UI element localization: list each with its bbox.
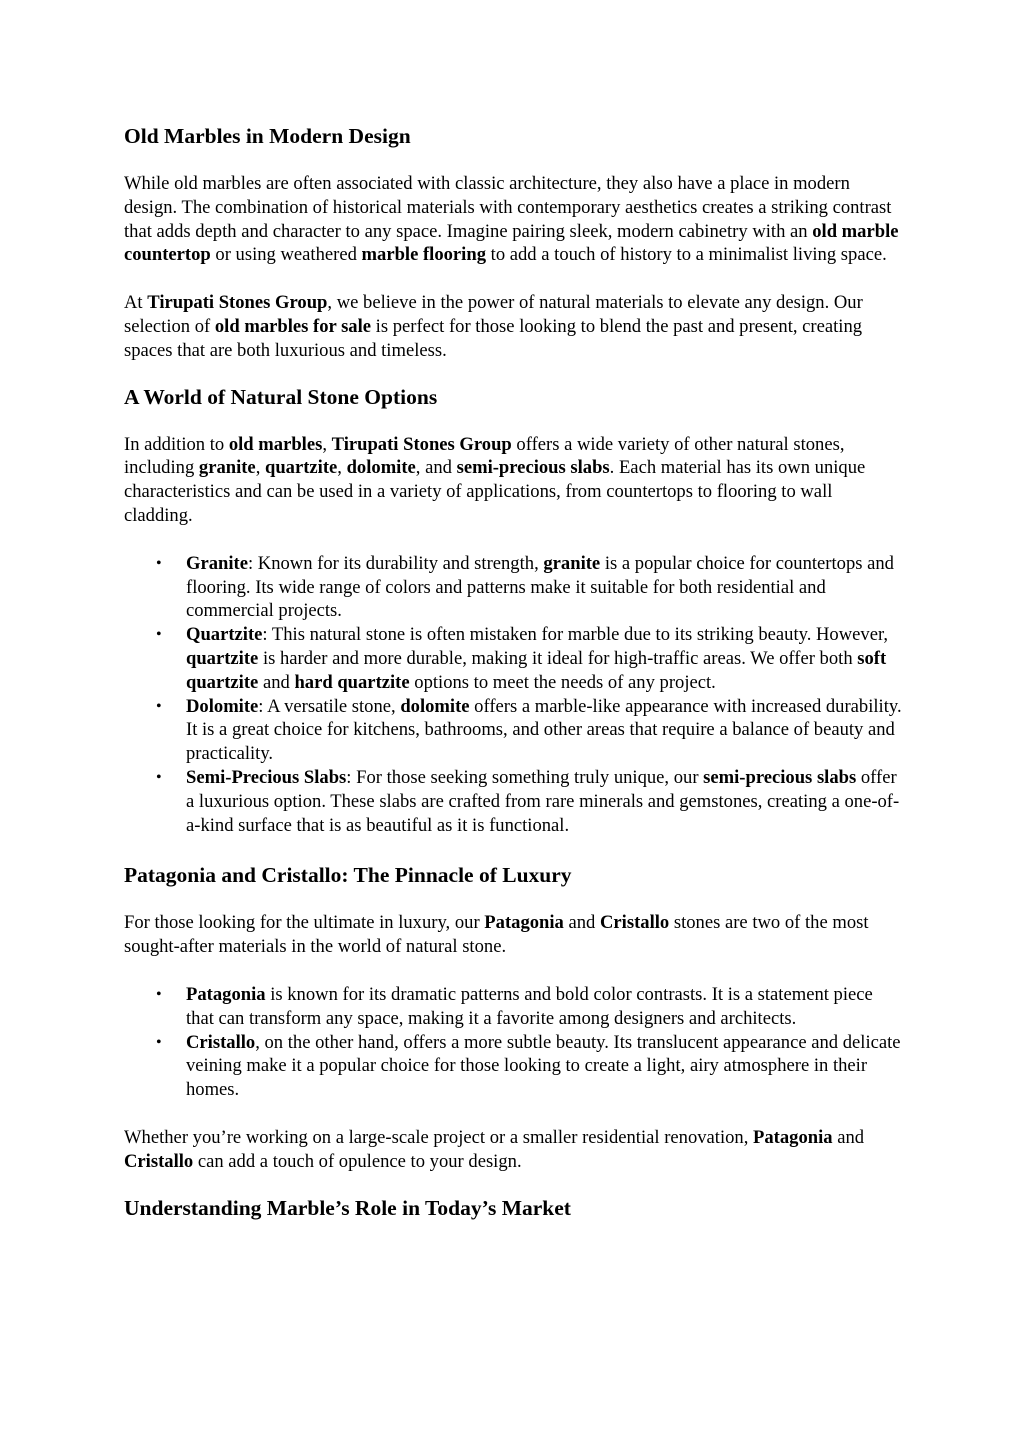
paragraph bbox=[124, 911, 904, 959]
bullet-icon: • bbox=[156, 768, 162, 786]
bold-text-segment: quartzite bbox=[265, 457, 338, 479]
list-item bbox=[124, 695, 904, 766]
text-segment: While old marbles are often associated with classic architecture, they also have a place in modern design. The combination of historical materials with contemporary aesthetics creates a striking contrast that adds depth and character to any space. Imagine pairing sleek, modern cabinetry with an bbox=[124, 173, 892, 242]
bullet-icon: • bbox=[156, 985, 162, 1003]
paragraph bbox=[124, 172, 904, 267]
section-heading: Understanding Marble’s Role in Today’s Market bbox=[124, 1195, 571, 1220]
paragraph bbox=[124, 1126, 904, 1174]
text-segment: , we believe in the power of natural materials to elevate any design. Our selection of bbox=[124, 292, 863, 337]
text-segment: : This natural stone is often mistaken for marble due to its striking beauty. However, bbox=[262, 624, 889, 646]
bold-text-segment: marble flooring bbox=[361, 244, 486, 266]
bold-text-segment: semi-precious slabs bbox=[703, 766, 857, 788]
bold-text-segment: hard quartzite bbox=[294, 671, 410, 693]
bold-text-segment: dolomite bbox=[346, 457, 416, 479]
bold-text-segment: Dolomite bbox=[186, 695, 259, 717]
stone-options-list bbox=[124, 552, 904, 838]
bold-text-segment: quartzite bbox=[186, 647, 259, 669]
bold-text-segment: old marbles for sale bbox=[214, 315, 372, 337]
text-segment: : Known for its durability and strength, bbox=[247, 552, 544, 574]
bold-text-segment: Tirupati Stones Group bbox=[147, 292, 328, 314]
paragraph bbox=[124, 291, 904, 362]
text-segment: and bbox=[258, 671, 295, 693]
text-segment: In addition to bbox=[124, 433, 229, 455]
text-segment: is harder and more durable, making it ideal for high-traffic areas. We offer both bbox=[258, 647, 858, 669]
text-segment: and bbox=[563, 912, 600, 934]
text-segment: is known for its dramatic patterns and bold color contrasts. It is a statement piece that can transform any space, making it a favorite among designers and architects. bbox=[186, 983, 873, 1029]
text-segment: , and bbox=[415, 457, 457, 479]
bold-text-segment: Tirupati Stones Group bbox=[331, 433, 512, 455]
paragraph bbox=[124, 433, 904, 528]
text-segment: : For those seeking something truly unique, our bbox=[346, 766, 704, 788]
text-segment: , bbox=[337, 457, 347, 479]
text-segment: is a popular choice for countertops and flooring. Its wide range of colors and patterns make it suitable for both residential and commercial projects. bbox=[186, 552, 894, 622]
section-heading: Patagonia and Cristallo: The Pinnacle of Luxury bbox=[124, 863, 572, 888]
section-heading: Old Marbles in Modern Design bbox=[124, 124, 411, 148]
text-segment: to add a touch of history to a minimalist living space. bbox=[486, 244, 887, 266]
bullet-icon: • bbox=[156, 697, 162, 715]
bold-text-segment: Cristallo bbox=[186, 1031, 256, 1053]
bold-text-segment: Patagonia bbox=[753, 1126, 833, 1148]
bold-text-segment: Patagonia bbox=[484, 912, 564, 934]
luxury-stones-list bbox=[124, 983, 904, 1102]
text-segment: For those looking for the ultimate in luxury, our bbox=[124, 912, 485, 934]
bold-text-segment: semi-precious slabs bbox=[456, 457, 610, 479]
bold-text-segment: Patagonia bbox=[186, 983, 266, 1005]
bold-text-segment: granite bbox=[543, 552, 601, 574]
bold-text-segment: granite bbox=[198, 457, 256, 479]
section-heading: A World of Natural Stone Options bbox=[124, 384, 438, 409]
bold-text-segment: old marble countertop bbox=[124, 220, 899, 266]
text-segment: can add a touch of opulence to your design. bbox=[193, 1150, 522, 1172]
list-item bbox=[124, 1031, 904, 1102]
text-segment: : A versatile stone, bbox=[258, 695, 401, 717]
text-segment: options to meet the needs of any project. bbox=[409, 671, 716, 693]
document-page bbox=[124, 122, 904, 1222]
text-segment: offers a marble-like appearance with increased durability. It is a great choice for kitchens, bathrooms, and other areas that require a balance of beauty and practicality. bbox=[186, 695, 902, 765]
bold-text-segment: Cristallo bbox=[600, 912, 670, 934]
bullet-icon: • bbox=[156, 1033, 162, 1051]
bold-text-segment: old marbles bbox=[228, 433, 323, 455]
text-segment: stones are two of the most sought-after materials in the world of natural stone. bbox=[124, 912, 869, 958]
list-item bbox=[124, 623, 904, 694]
bold-text-segment: Quartzite bbox=[186, 624, 263, 646]
text-segment: At bbox=[124, 292, 148, 314]
text-segment: , bbox=[255, 457, 265, 479]
text-segment: is perfect for those looking to blend the past and present, creating spaces that are both luxurious and timeless. bbox=[124, 315, 863, 361]
text-segment: offers a wide variety of other natural stones, including bbox=[124, 433, 845, 479]
text-segment: Whether you’re working on a large-scale project or a smaller residential renovation, bbox=[124, 1126, 754, 1148]
bullet-icon: • bbox=[156, 626, 162, 644]
bold-text-segment: Cristallo bbox=[124, 1150, 194, 1172]
bold-text-segment: Semi-Precious Slabs bbox=[186, 766, 347, 788]
text-segment: or using weathered bbox=[210, 244, 362, 266]
bullet-icon: • bbox=[156, 554, 162, 572]
text-segment: , bbox=[322, 433, 332, 455]
text-segment: offer a luxurious option. These slabs are crafted from rare minerals and gemstones, creating a one-of-a-kind surface that is as beautiful as it is functional. bbox=[186, 766, 900, 836]
list-item bbox=[124, 983, 904, 1031]
text-segment: , on the other hand, offers a more subtle beauty. Its translucent appearance and delicate veining make it a popular choice for those looking to create a light, airy atmosphere in their homes. bbox=[186, 1031, 901, 1101]
bold-text-segment: Granite bbox=[186, 552, 248, 574]
text-segment: . Each material has its own unique characteristics and can be used in a variety of applications, from countertops to flooring to wall cladding. bbox=[124, 457, 866, 526]
text-segment: and bbox=[832, 1126, 865, 1148]
bold-text-segment: soft quartzite bbox=[186, 647, 887, 693]
bold-text-segment: dolomite bbox=[400, 695, 470, 717]
list-item bbox=[124, 552, 904, 623]
list-item bbox=[124, 766, 904, 837]
